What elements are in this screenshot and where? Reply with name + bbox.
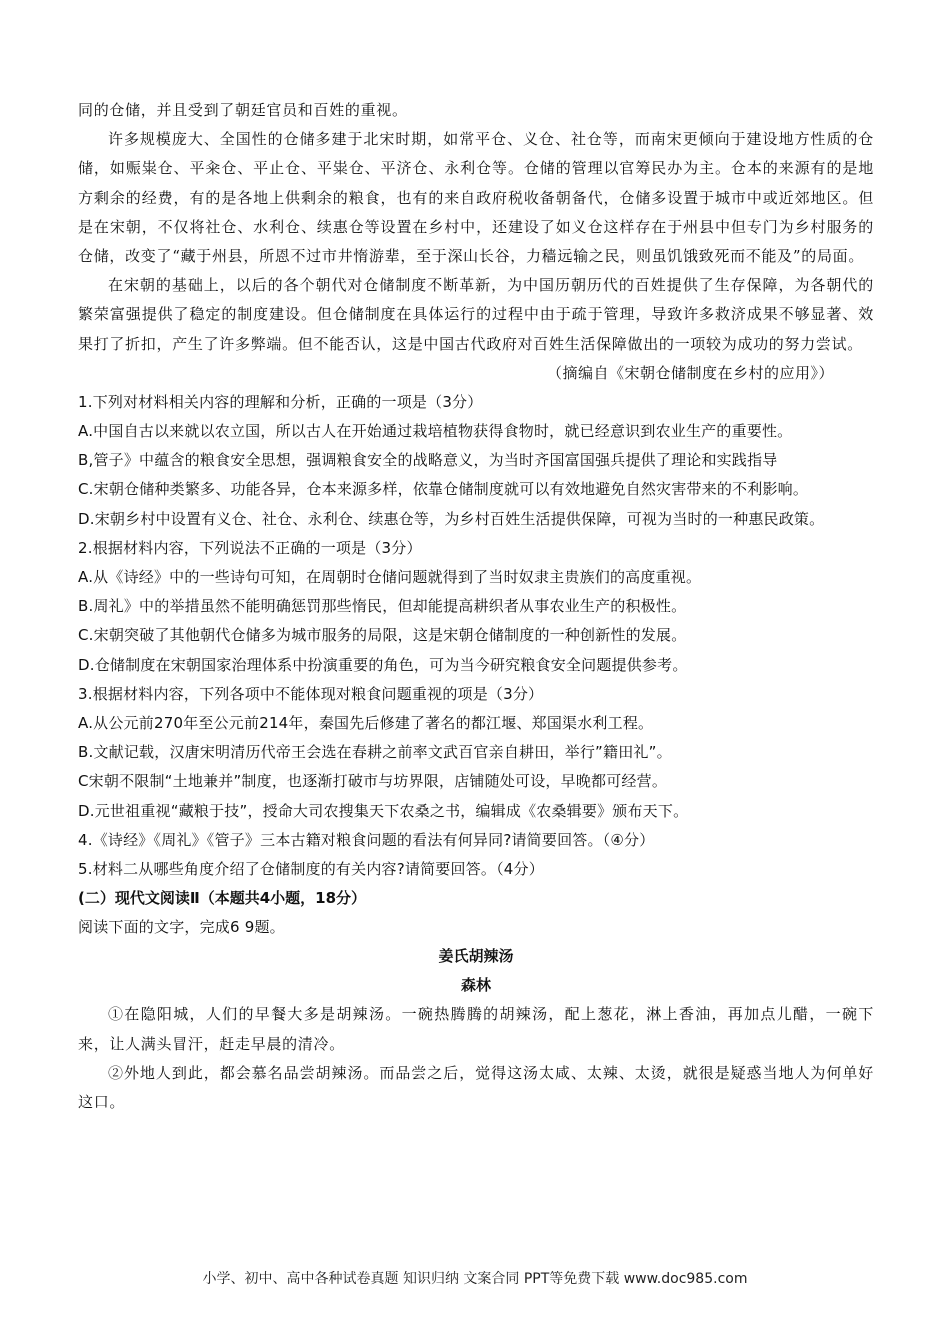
option-3d: D.元世祖重视“藏粮于技”，授命大司农搜集天下农桑之书，编辑成《农桑辑要》颁布天下。 xyxy=(78,801,689,820)
source-citation: （摘编自《宋朝仓储制度在乡村的应用》） xyxy=(546,363,834,382)
option-2b: B.周礼》中的举措虽然不能明确惩罚那些惰民，但却能提高耕织者从事农业生产的积极性。 xyxy=(78,597,687,616)
story-author: 森林 xyxy=(460,976,491,995)
question-3: 3.根据材料内容，下列各项中不能体现对粮食问题重视的项是（3分） xyxy=(78,684,544,703)
option-1d: D.宋朝乡村中设置有义仓、社仓、永利仓、续惠仓等，为乡村百姓生活提供保障，可视为当时的一种惠民政策。 xyxy=(78,509,825,528)
option-1a: A.中国自古以来就以农立国，所以古人在开始通过栽培植物获得食物时，就已经意识到农业生产的重要性。 xyxy=(78,422,793,441)
passage-paragraph: 许多规模庞大、全国性的仓储多建于北宋时期，如常平仓、义仓、社仓等，而南宋更倾向于建设地方性质的仓储，如赈粜仓、平籴仓、平止仓、平粜仓、平济仓、永利仓等。仓储的管理以官筹民办为主。仓本的来源有的是地方剩余的经费，有的是各地上供剩余的粮食，也有的来自政府税收备朝备代，仓储多设置于城市中或近郊地区。但是在宋朝，不仅将社仓、水利仓、续惠仓等设置在乡村中，还建设了如义仓这样存在于州县中但专门为乡村服务的仓储，改变了“藏于州县，所恩不过市井惰游辈，至于深山长谷，力穑远输之民，则虽饥饿致死而不能及”的局面。 xyxy=(78,130,874,266)
option-3c: C宋朝不限制“土地兼并”制度，也逐渐打破市与坊界限，店铺随处可设，早晚都可经营。 xyxy=(78,772,668,791)
option-3a: A.从公元前270年至公元前214年，秦国先后修建了著名的都江堰、郑国渠水利工程。 xyxy=(78,714,654,733)
question-2: 2.根据材料内容，下列说法不正确的一项是（3分） xyxy=(78,538,422,557)
option-1b: B,管子》中蕴含的粮食安全思想，强调粮食安全的战略意义，为当时齐国富国强兵提供了理论和实践指导 xyxy=(78,451,778,470)
section-heading: (二）现代文阅读Ⅱ（本题共4小题，18分） xyxy=(78,889,367,908)
section-instruction: 阅读下面的文字，完成6 9题。 xyxy=(78,918,285,937)
document-page xyxy=(78,96,874,1117)
option-2c: C.宋朝突破了其他朝代仓储多为城市服务的局限，这是宋朝仓储制度的一种创新性的发展。 xyxy=(78,626,687,645)
passage-paragraph: 在宋朝的基础上，以后的各个朝代对仓储制度不断革新，为中国历朝历代的百姓提供了生存保障，为各朝代的繁荣富强提供了稳定的制度建设。但仓储制度在具体运行的过程中由于疏于管理，导致许多救济成果不够显著、效果打了折扣，产生了许多弊端。但不能否认，这是中国古代政府对百姓生活保障做出的一项较为成功的努力尝试。 xyxy=(78,276,874,353)
question-1: 1.下列对材料相关内容的理解和分析，正确的一项是（3分） xyxy=(78,392,483,411)
story-paragraph: ①在隐阳城，人们的早餐大多是胡辣汤。一碗热腾腾的胡辣汤，配上葱花，淋上香油，再加点儿醋，一碗下来，让人满头冒汗，赶走早晨的清冷。 xyxy=(78,1005,874,1053)
page-footer: 小学、初中、高中各种试卷真题 知识归纳 文案合同 PPT等免费下载 www.doc985.com xyxy=(202,1271,748,1287)
story-paragraph: ②外地人到此，都会慕名品尝胡辣汤。而品尝之后，觉得这汤太咸、太辣、太烫，就很是疑惑当地人为何单好这口。 xyxy=(78,1063,874,1112)
option-3b: B.文献记载，汉唐宋明清历代帝王会选在春耕之前率文武百官亲自耕田，举行”籍田礼”。 xyxy=(78,743,672,762)
question-5: 5.材料二从哪些角度介绍了仓储制度的有关内容?请简要回答。（4分） xyxy=(78,860,544,879)
option-1c: C.宋朝仓储种类繁多、功能各异，仓本来源多样，依靠仓储制度就可以有效地避免自然灾害带来的不利影响。 xyxy=(78,480,809,499)
question-4: 4.《诗经》《周礼》《管子》三本古籍对粮食问题的看法有何异同?请简要回答。（④分） xyxy=(78,830,655,849)
passage-paragraph: 同的仓储，并且受到了朝廷官员和百姓的重视。 xyxy=(78,101,408,119)
option-2a: A.从《诗经》中的一些诗句可知，在周朝时仓储问题就得到了当时奴隶主贵族们的高度重视。 xyxy=(78,568,702,587)
option-2d: D.仓储制度在宋朝国家治理体系中扮演重要的角色，可为当今研究粮食安全问题提供参考。 xyxy=(78,655,688,674)
story-title: 姜氏胡辣汤 xyxy=(438,947,514,966)
